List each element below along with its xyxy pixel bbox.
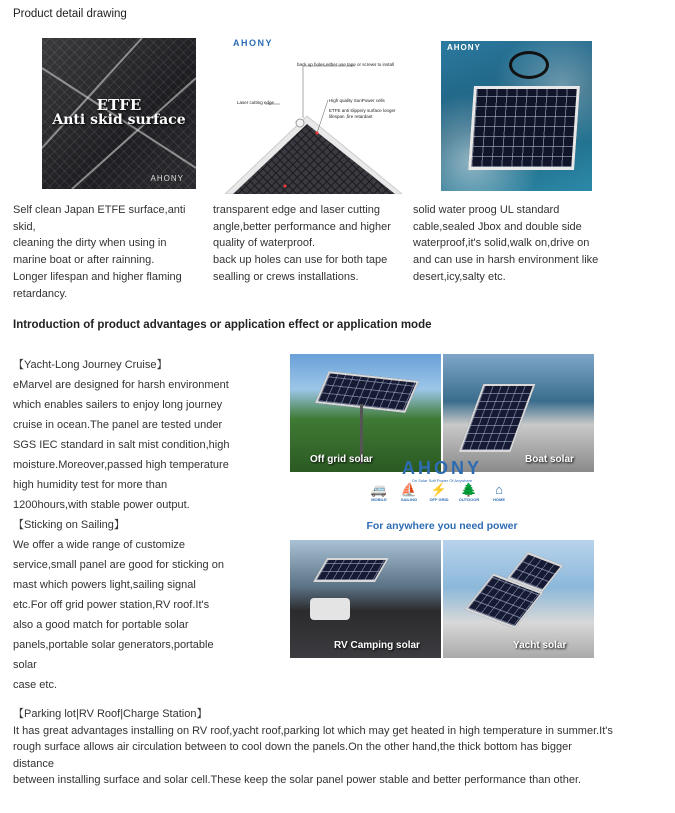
off-grid-icon: ⚡ OFF GRID xyxy=(429,482,449,502)
sticking-line: mast which powers light,sailing signal xyxy=(13,579,196,591)
yacht-line: SGS IEC standard in salt mist condition,high xyxy=(13,439,230,451)
brand-logo: AHONY xyxy=(447,43,481,52)
desc-etfe-line: Self clean Japan ETFE surface,anti skid, xyxy=(13,204,186,233)
desc-waterproof-line: solid water proog UL standard cable,sealed Jbox and double side waterproof,it's solid,walk on,drive on and can use in harsh environment like desert,icy,salty etc. xyxy=(413,204,599,283)
label-sunpower-cells: High quality SunPower cells xyxy=(329,98,385,103)
brand-subtitle: On Solar Soft Power Of Anywhere xyxy=(411,478,473,483)
yacht-line: cruise in ocean.The panel are tested under xyxy=(13,419,223,431)
section-heading-advantages: Introduction of product advantages or application effect or application mode xyxy=(13,319,432,331)
application-collage xyxy=(290,354,594,658)
application-icons xyxy=(364,483,524,513)
sticking-line: panels,portable solar generators,portable xyxy=(13,639,214,651)
mobile-icon: 🚐 MOBILE xyxy=(370,482,388,502)
solar-panel xyxy=(313,558,389,582)
sticking-line: etc.For off grid power station,RV roof.It's xyxy=(13,599,210,611)
brand-logo: AHONY xyxy=(233,38,274,48)
rv-tile xyxy=(290,540,441,658)
caption-rv: RV Camping solar xyxy=(334,640,420,651)
desc-etfe-line: cleaning the dirty when using in marine boat or after rainning. xyxy=(13,237,167,267)
etfe-label: ETFE xyxy=(96,96,142,114)
tagline: For anywhere you need power xyxy=(366,520,518,532)
anti-skid-label: Anti skid surface xyxy=(52,112,186,128)
brand-logo: AHONY xyxy=(401,458,482,478)
brand-logo: AHONY xyxy=(150,174,184,183)
sailing-icon: ⛵ SAILING xyxy=(400,482,418,502)
desc-etfe-line: Longer lifespan and higher flaming retardancy. xyxy=(13,270,182,300)
solar-panel xyxy=(459,384,536,452)
sticking-title: 【Sticking on Sailing】 xyxy=(13,519,125,531)
sticking-line: service,small panel are good for sticking on xyxy=(13,559,224,571)
yacht-line: 1200hours,with stable power output. xyxy=(13,499,190,511)
section-heading-detail: Product detail drawing xyxy=(13,8,127,20)
desc-edge xyxy=(213,202,403,286)
boat-tile xyxy=(443,354,594,472)
parking-section xyxy=(13,706,613,789)
yacht-title: 【Yacht-Long Journey Cruise】 xyxy=(13,359,168,371)
cable-coil xyxy=(509,51,549,79)
waterproof-panel-image xyxy=(441,41,592,191)
solar-panel xyxy=(468,86,580,170)
off-grid-tile xyxy=(290,354,441,472)
solar-panel xyxy=(315,371,419,413)
caption-off-grid: Off grid solar xyxy=(310,454,373,465)
edge-diagram-image xyxy=(225,38,402,194)
parking-line: rough surface allows air circulation between to cool down the panels.On the other hand,the thick bottom has bigger distance xyxy=(13,741,572,770)
label-laser-edge: Laser cutting edge xyxy=(237,100,275,105)
home-icon: ⌂ HOME xyxy=(493,482,505,502)
roof-vent xyxy=(310,598,350,620)
label-lifespan: lifespan ,fire retardant xyxy=(329,114,373,119)
desc-edge-line: transparent edge and laser cutting angle,better performance and higher quality of waterproof. xyxy=(213,204,391,250)
sticking-line: solar xyxy=(13,659,37,671)
label-backup-holes: back up holes,either use tape or screws to install xyxy=(297,62,395,67)
caption-boat: Boat solar xyxy=(525,454,574,465)
sticking-line: We offer a wide range of customize xyxy=(13,539,186,551)
desc-edge-line: back up holes can use for both tape sealling or crews installations. xyxy=(213,254,388,283)
etfe-surface-image xyxy=(42,38,196,189)
desc-etfe xyxy=(13,202,198,302)
label-etfe-surface: ETFE anti slippery surface longer xyxy=(329,108,396,113)
yacht-line: eMarvel are designed for harsh environment xyxy=(13,379,229,391)
yacht-line: high humidity test for more than xyxy=(13,479,168,491)
sticking-line: case etc. xyxy=(13,679,58,691)
yacht-section xyxy=(13,355,283,695)
yacht-line: moisture.Moreover,passed high temperature xyxy=(13,459,229,471)
caption-yacht: Yacht solar xyxy=(513,640,567,651)
desc-waterproof xyxy=(413,202,608,286)
sticking-line: also a good match for portable solar xyxy=(13,619,189,631)
parking-line: between installing surface and solar cell.These keep the solar panel power stable and better performance than other. xyxy=(13,774,582,787)
yacht-line: which enables sailers to enjoy long journey xyxy=(13,399,223,411)
parking-line: It has great advantages installing on RV roof,yacht roof,parking lot which may get heated in high temperature in summer.It's xyxy=(13,724,613,737)
outdoor-icon: 🌲 OUTDOOR xyxy=(458,482,480,502)
parking-title: 【Parking lot|RV Roof|Charge Station】 xyxy=(13,708,208,720)
yacht-tile xyxy=(443,540,594,658)
